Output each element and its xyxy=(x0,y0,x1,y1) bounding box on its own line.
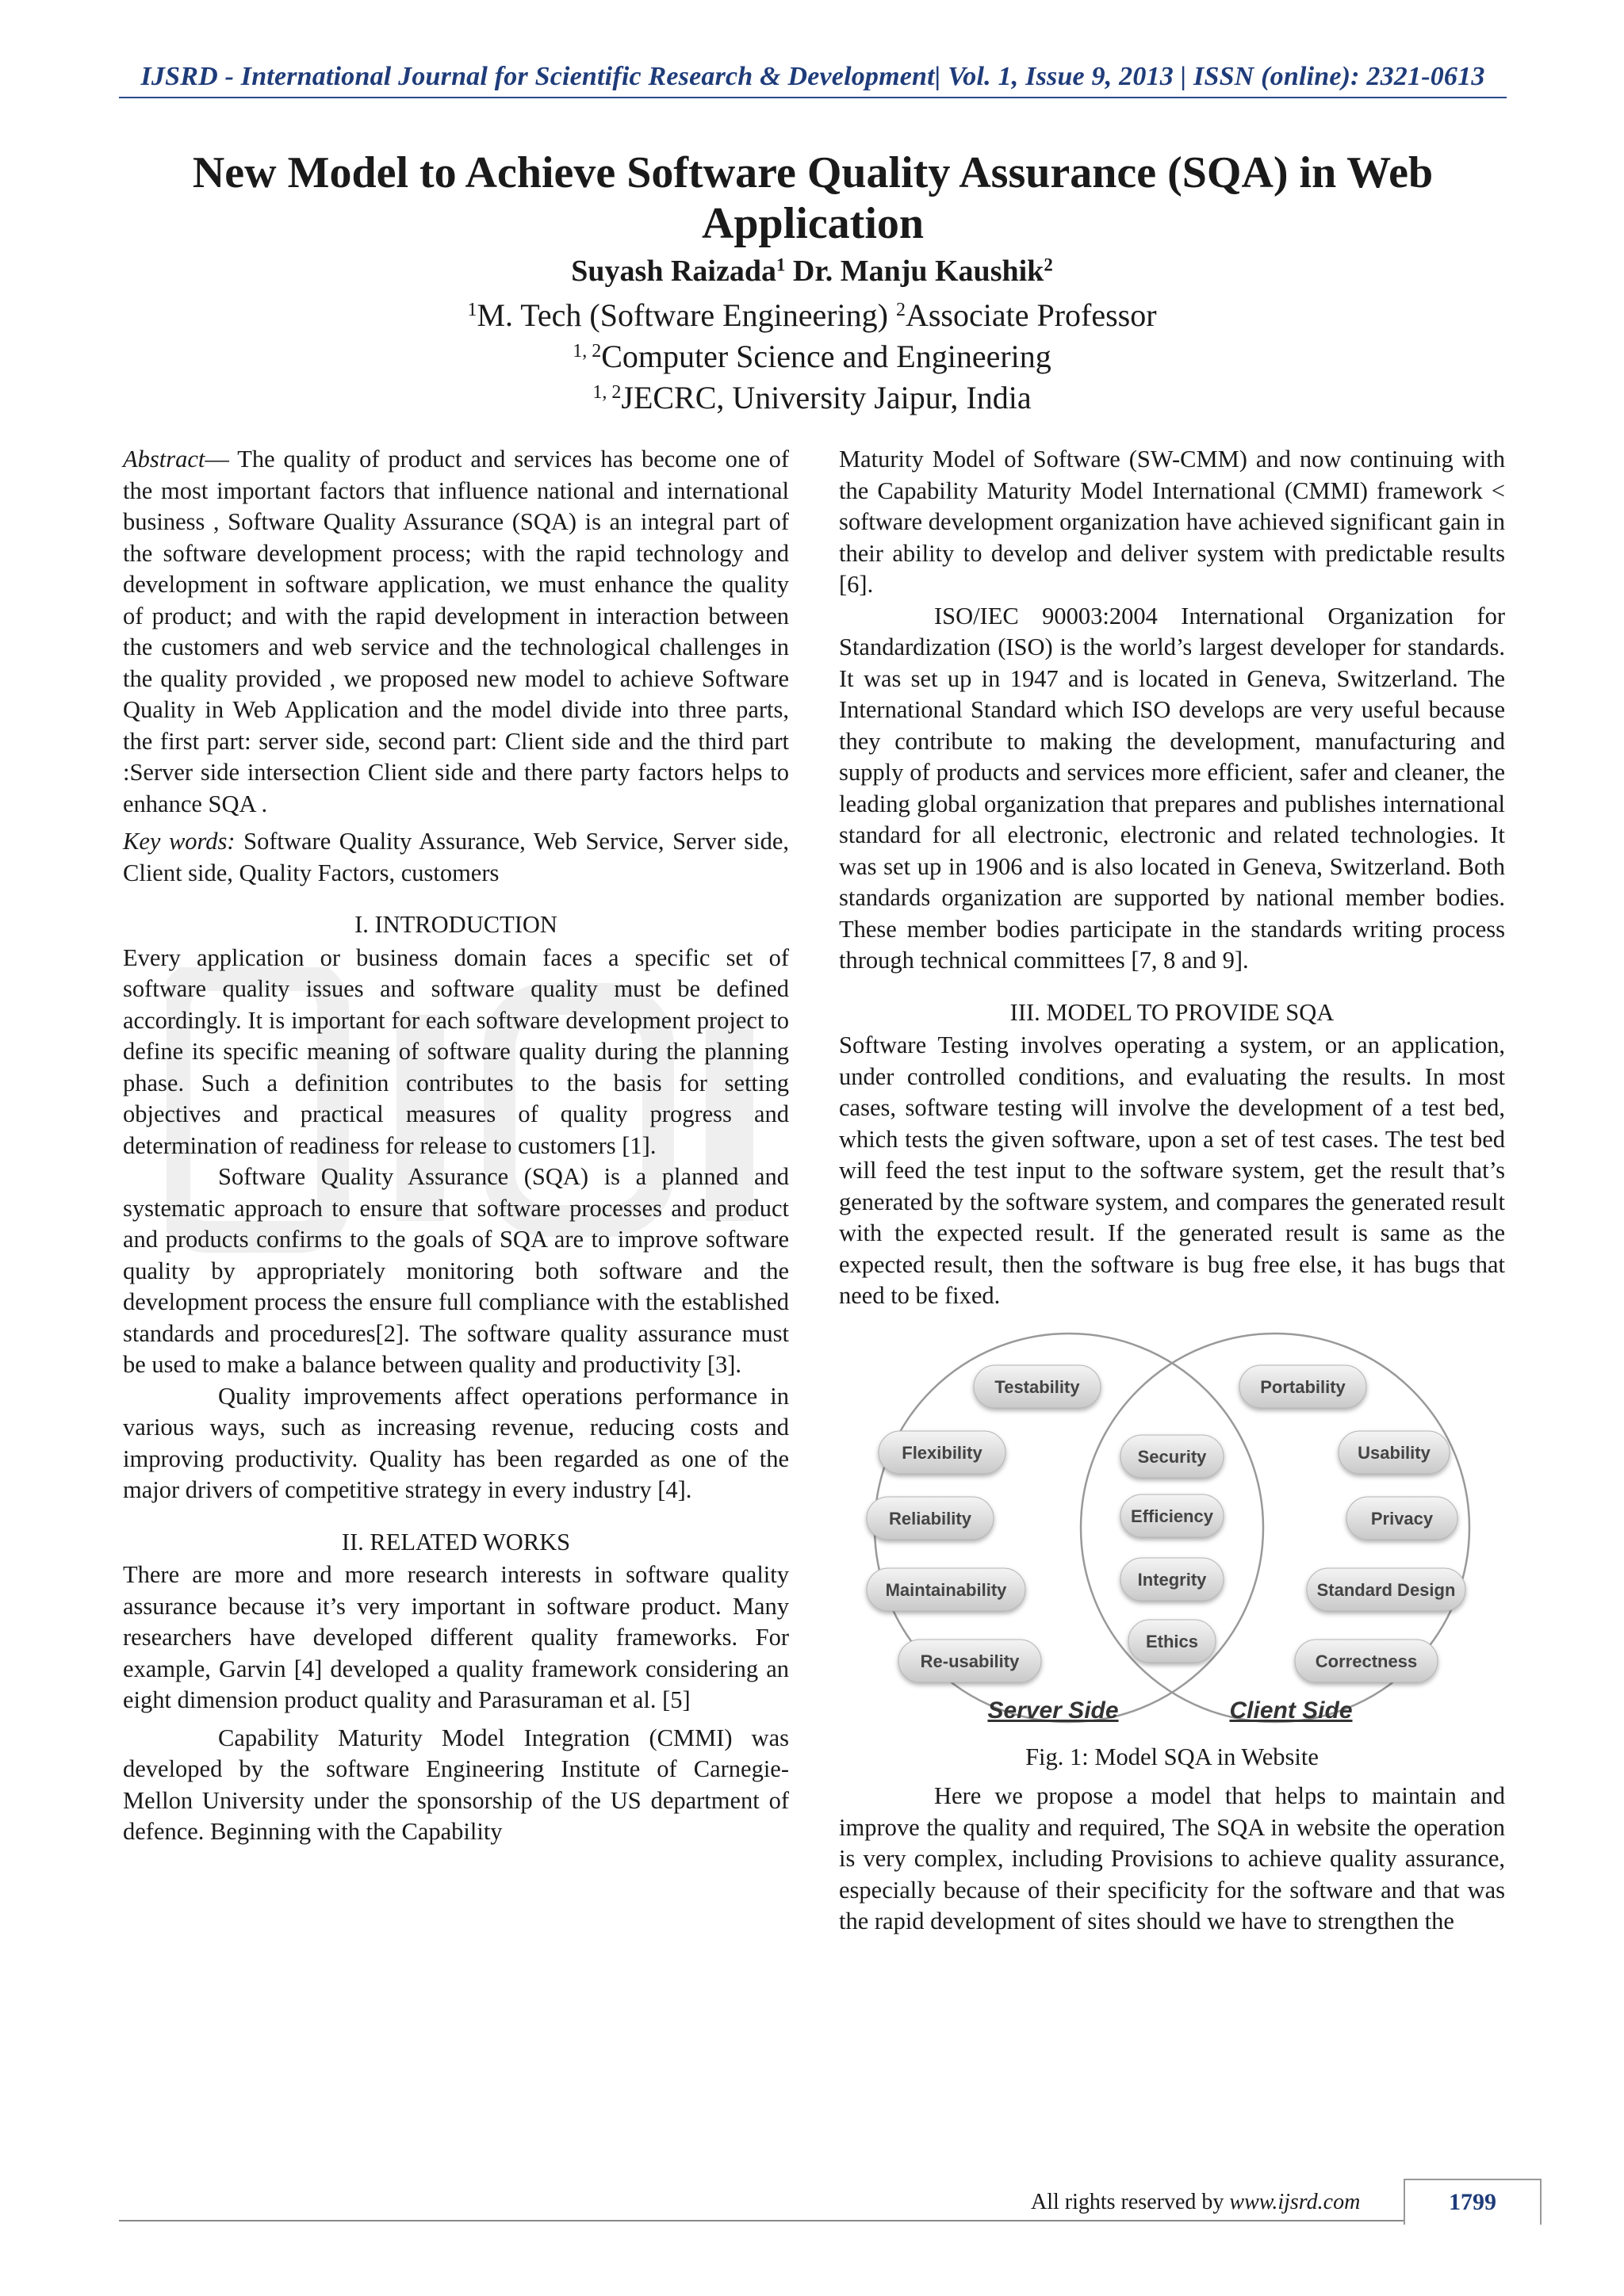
svg-text:Security: Security xyxy=(1137,1446,1207,1467)
venn-diagram xyxy=(839,1330,1505,1742)
affiliation-3: $^{1, 2}$JECRC, University Jaipur, India xyxy=(592,380,1032,415)
client-factor-portability xyxy=(1239,1365,1366,1408)
footer-site-link[interactable]: www.ijsrd.com xyxy=(1229,2190,1361,2214)
footer-rights: All rights reserved by www.ijsrd.com xyxy=(1031,2190,1361,2214)
svg-text:Re-usability: Re-usability xyxy=(920,1651,1020,1671)
model-paragraph-2: Here we propose a model that helps to maintain and improve the quality and required, The SQA in website the operation is very complex, including Provisions to achieve quality assurance, especially because of their specificity for the software and that was the rapid development of sites should we have to strengthen the xyxy=(839,1782,1505,1934)
model-paragraph-1: Software Testing involves operating a system, or an application, under controlled conditions, and evaluating the results. In most cases, software testing will involve the development of a test bed, which tests the given software, upon a set of test cases. The test bed will feed the test input to the software system, get the result that’s generated by the software system, and compares the generated result with the expected result. If the generated result is same as the expected result, then the software is bug free else, it has bugs that need to be fixed. xyxy=(839,1031,1505,1309)
svg-text:Testability: Testability xyxy=(994,1376,1080,1397)
author-2: Dr. Manju Kaushik xyxy=(792,254,1044,288)
related-paragraph-2: Capability Maturity Model Integration (CMMI) was developed by the software Engineering Institute of Carnegie- Mellon University under the sponsorship of the US department of defence. Beginning with the Capability xyxy=(123,1724,789,1845)
keywords xyxy=(123,826,789,889)
abstract-label: Abstract xyxy=(123,446,205,473)
svg-text:Ethics: Ethics xyxy=(1145,1631,1199,1651)
svg-text:Portability: Portability xyxy=(1260,1376,1346,1397)
section-heading-introduction: I. INTRODUCTION xyxy=(354,911,557,938)
abstract-text: The quality of product and services has become one of the most important factors that influence national and international business , Software Quality Assurance (SQA) is an integral part of the software development process; with the rapid technology and development in software application, we must enhance the quality of product; and with the rapid development in interaction between the customers and web service and the technological challenges in the quality provided , we proposed new model to achieve Software Quality in Web Application and the model divide into three parts, the first part: server side, second part: Client side and the third part :Server side intersection Client side and there party factors helps to enhance SQA . xyxy=(123,446,789,817)
factor-group xyxy=(867,1365,1465,1682)
affiliation-2: $^{1, 2}$Computer Science and Engineering xyxy=(573,339,1051,374)
title-line-2: Application xyxy=(701,199,925,248)
paper-title xyxy=(143,147,1483,249)
server-factor-maintainability xyxy=(867,1568,1025,1611)
svg-text:Reliability: Reliability xyxy=(889,1508,971,1529)
right-paragraph-2: ISO/IEC 90003:2004 International Organization for Standardization (ISO) is the world’s largest developer for standards. It was set up in 1947 and is located in Geneva, Switzerland. The International Standard which ISO develops are very useful because they contribute to making the development, manufacturing and supply of products and services more efficient, safer and cleaner, the leading global organization that prepares and publishes international standard for all electronic, electronic and related technologies. It was set up in 1906 and is also located in Geneva, Switzerland. Both standards organization are supported by national member bodies. These member bodies participate in the standards writing process through technical committees [7, 8 and 9]. xyxy=(839,602,1505,974)
keywords-label: Key words: xyxy=(123,828,236,855)
keywords-text: Software Quality Assurance, Web Service, Server side, Client side, Quality Factors, customers xyxy=(123,828,789,886)
abstract: Abstract— The quality of product and services has become one of the most important factors that influence national and international business , Software Quality Assurance (SQA) is an integral part of the software development process; with the rapid technology and development in software application, we must enhance the quality of product; and with the rapid development in interaction between the customers and web service and the technological challenges in the quality provided , we proposed new model to achieve Software Quality in Web Application and the model divide into three parts, the first part: server side, second part: Client side and the third part :Server side intersection Client side and there party factors helps to enhance SQA . xyxy=(123,446,789,817)
svg-text:Correctness: Correctness xyxy=(1315,1651,1418,1671)
server-factor-flexibility xyxy=(879,1431,1005,1474)
section-heading-model: III. MODEL TO PROVIDE SQA xyxy=(1009,998,1335,1026)
intro-paragraph-3: Quality improvements affect operations performance in various ways, such as increasing revenue, reducing costs and improving productivity. Quality has been regarded as one of the major drivers of competitive strategy in every industry [4]. xyxy=(123,1382,789,1503)
shared-factor-security xyxy=(1120,1435,1224,1478)
title-line-1: New Model to Achieve Software Quality Assurance (SQA) in Web xyxy=(192,148,1434,197)
page-number: 1799 xyxy=(1404,2179,1542,2225)
right-column xyxy=(839,444,1505,1938)
intro-paragraph-1: Every application or business domain faces a specific set of software quality issues and software quality must be defined accordingly. It is important for each software development project to define its specific meaning of software quality during the planning phase. Such a definition contributes to the basis for setting objectives and practical measures of quality progress and determination of readiness for release to customers [1]. xyxy=(123,943,789,1159)
related-paragraph-1: There are more and more research interests in software quality assurance because it’s very important in software product. Many researchers have developed different quality frameworks. For example, Garvin [4] developed a quality framework considering an eight dimension product quality and Parasuraman et al. [5] xyxy=(123,1561,789,1713)
figure-caption: Fig. 1: Model SQA in Website xyxy=(1025,1743,1319,1770)
svg-text:Efficiency: Efficiency xyxy=(1131,1506,1213,1526)
figure-sqa-model xyxy=(839,1330,1505,1742)
client-factor-usability xyxy=(1339,1431,1450,1474)
svg-text:Standard Design: Standard Design xyxy=(1316,1579,1456,1600)
footer-rule xyxy=(119,2220,1515,2221)
server-factor-testability xyxy=(974,1365,1101,1408)
server-factor-re-usability xyxy=(898,1640,1041,1682)
svg-text:Flexibility: Flexibility xyxy=(902,1442,982,1463)
author-2-sup: 2 xyxy=(1044,254,1053,275)
shared-factor-efficiency xyxy=(1120,1494,1224,1537)
svg-text:Privacy: Privacy xyxy=(1370,1508,1434,1529)
client-side-label: Client Side xyxy=(1229,1697,1353,1724)
right-paragraph-1: Maturity Model of Software (SW-CMM) and now continuing with the Capability Maturity Model International (CMMI) framework < software development organization have achieved significant gain in their ability to develop and deliver system with predictable results [6]. xyxy=(839,446,1505,598)
client-factor-standard-design xyxy=(1307,1568,1465,1611)
client-factor-correctness xyxy=(1295,1640,1438,1682)
left-column xyxy=(123,444,789,1848)
author-1: Suyash Raizada xyxy=(571,254,776,288)
svg-text:Usability: Usability xyxy=(1358,1442,1431,1463)
authors xyxy=(0,254,1624,289)
server-side-label: Server Side xyxy=(987,1697,1119,1724)
intro-paragraph-2: Software Quality Assurance (SQA) is a planned and systematic approach to ensure that software processes and product and products confirms to the goals of SQA are to improve software quality by appropriately monitoring both software and the development process the ensure full compliance with the established standards and procedures[2]. The software quality assurance must be used to make a balance between quality and productivity [3]. xyxy=(123,1163,789,1378)
section-heading-related-works: II. RELATED WORKS xyxy=(341,1528,571,1556)
client-factor-privacy xyxy=(1346,1497,1457,1540)
journal-header: IJSRD - International Journal for Scientific Research & Development| Vol. 1, Issue 9, 2013 | ISSN (online): 2321-0613 xyxy=(140,62,1485,91)
header-rule xyxy=(119,97,1507,98)
shared-factor-integrity xyxy=(1120,1558,1224,1601)
affiliation-1: $^1$M. Tech (Software Engineering) $^2$Associate Professor xyxy=(467,297,1157,333)
svg-text:Maintainability: Maintainability xyxy=(885,1579,1007,1600)
server-factor-reliability xyxy=(867,1497,994,1540)
author-1-sup: 1 xyxy=(776,254,786,275)
shared-factor-ethics xyxy=(1128,1620,1216,1663)
svg-text:Integrity: Integrity xyxy=(1137,1569,1207,1590)
